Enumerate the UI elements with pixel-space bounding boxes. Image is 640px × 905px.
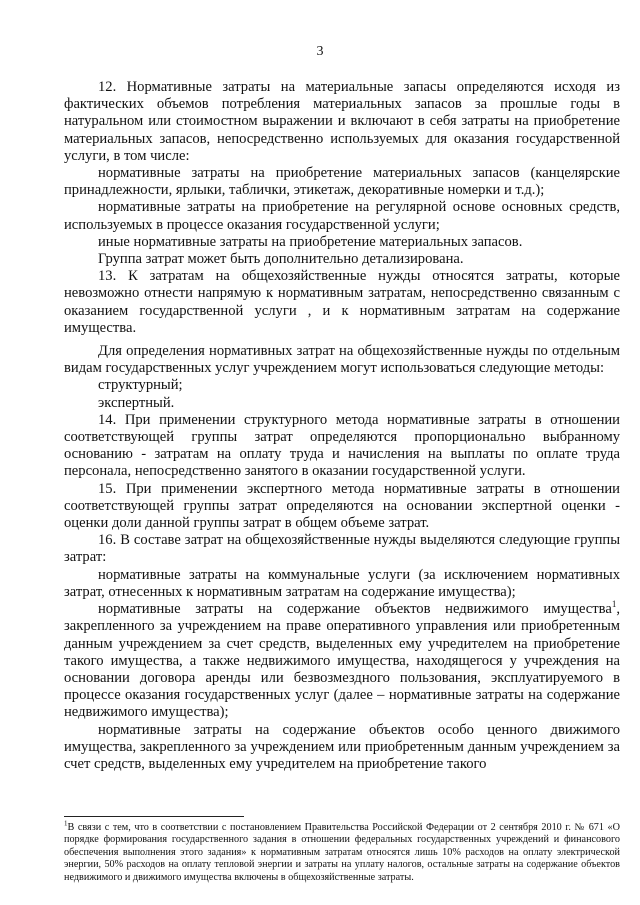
real-estate-text-continued: , закрепленного за учреждением на праве оперативного управления или приобретенным данным учреждением за счет средств, выделенных ему учредителем на приобретение такого имущества, а также недвижимого имущества, находящегося у учреждения на основании договора аренды или безвозмездного пользования, эксплуатируемого в процессе оказания государственных услуг (далее – нормативные затраты на содержание недвижимого имущества);: [64, 601, 620, 721]
paragraph-12: 12. Нормативные затраты на материальные запасы определяются исходя из фактических объемов потребления материальных запасов за прошлые годы в натуральном или стоимостном выражении и включают в себя затраты на приобретение материальных запасов, непосредственно используемых для оказания государственной услуги, в том числе:: [64, 79, 620, 164]
page-number: 3: [316, 44, 324, 59]
paragraph-13: 13. К затратам на общехозяйственные нужды относятся затраты, которые невозможно отнести напрямую к нормативным затратам, непосредственно связанным с оказанием государственной услуги , и к нормативным затратам на содержание имущества.: [64, 268, 620, 336]
paragraph-14: 14. При применении структурного метода нормативные затраты в отношении соответствующей группы затрат определяются пропорционально выбранному основанию - затратам на оплату труда и начисления на выплаты по оплате труда персонала, непосредственно занятого в оказании государственной услуги.: [64, 411, 620, 480]
paragraph-15: 15. При применении экспертного метода нормативные затраты в отношении соответствующей группы затрат определяются на основании экспертной оценки - оценки доли данной группы затрат в общем объеме затрат.: [64, 480, 620, 532]
paragraph-detail-note: Группа затрат может быть дополнительно детализирована.: [98, 251, 464, 268]
footnote-mark: 1: [64, 819, 68, 828]
paragraph-16: 16. В составе затрат на общехозяйственные нужды выделяются следующие группы затрат:: [64, 532, 620, 566]
footnote-reference: 1: [611, 599, 617, 610]
footnote-text: В связи с тем, что в соответствии с постановлением Правительства Российской Федерации от 2 сентября 2010 г. № 671 «О порядке формирования государственного задания в отношении федеральных государственных учреждений и финансового обеспечения выполнения этого задания» к нормативным затратам относятся лишь 10% расходов на оплату электрической энергии, 50% расходов на оплату тепловой энергии и затраты на уплату налогов, остальные затраты на содержание объектов недвижимого и движимого имущества включены в общехозяйственные затраты.: [64, 822, 620, 883]
list-item-other-materials: иные нормативные затраты на приобретение материальных запасов.: [98, 233, 523, 250]
list-item-fixed-assets: нормативные затраты на приобретение на регулярной основе основных средств, используемых в процессе оказания государственной услуги;: [64, 199, 620, 233]
footnote-divider: [64, 816, 244, 817]
document-body: [64, 79, 620, 773]
footnote: [64, 819, 620, 884]
real-estate-text: нормативные затраты на содержание объектов недвижимого имущества: [98, 601, 612, 618]
list-item-materials: нормативные затраты на приобретение материальных запасов (канцелярские принадлежности, ярлыки, таблички, этикетаж, декоративные номерки и т.д.);: [64, 165, 620, 199]
list-item-real-estate: [64, 601, 620, 721]
list-item-movable-property: нормативные затраты на содержание объектов особо ценного движимого имущества, закрепленного за учреждением или приобретенным данным учреждением за счет средств, выделенных ему учредителем на приобретение такого: [64, 721, 620, 772]
list-item-expert: экспертный.: [98, 394, 175, 411]
paragraph-methods: Для определения нормативных затрат на общехозяйственные нужды по отдельным видам государственных услуг учреждением могут использоваться следующие методы:: [64, 343, 620, 377]
list-item-utilities: нормативные затраты на коммунальные услуги (за исключением нормативных затрат, отнесенных к нормативным затратам на содержание имущества);: [64, 566, 620, 600]
list-item-structural: структурный;: [98, 377, 183, 394]
